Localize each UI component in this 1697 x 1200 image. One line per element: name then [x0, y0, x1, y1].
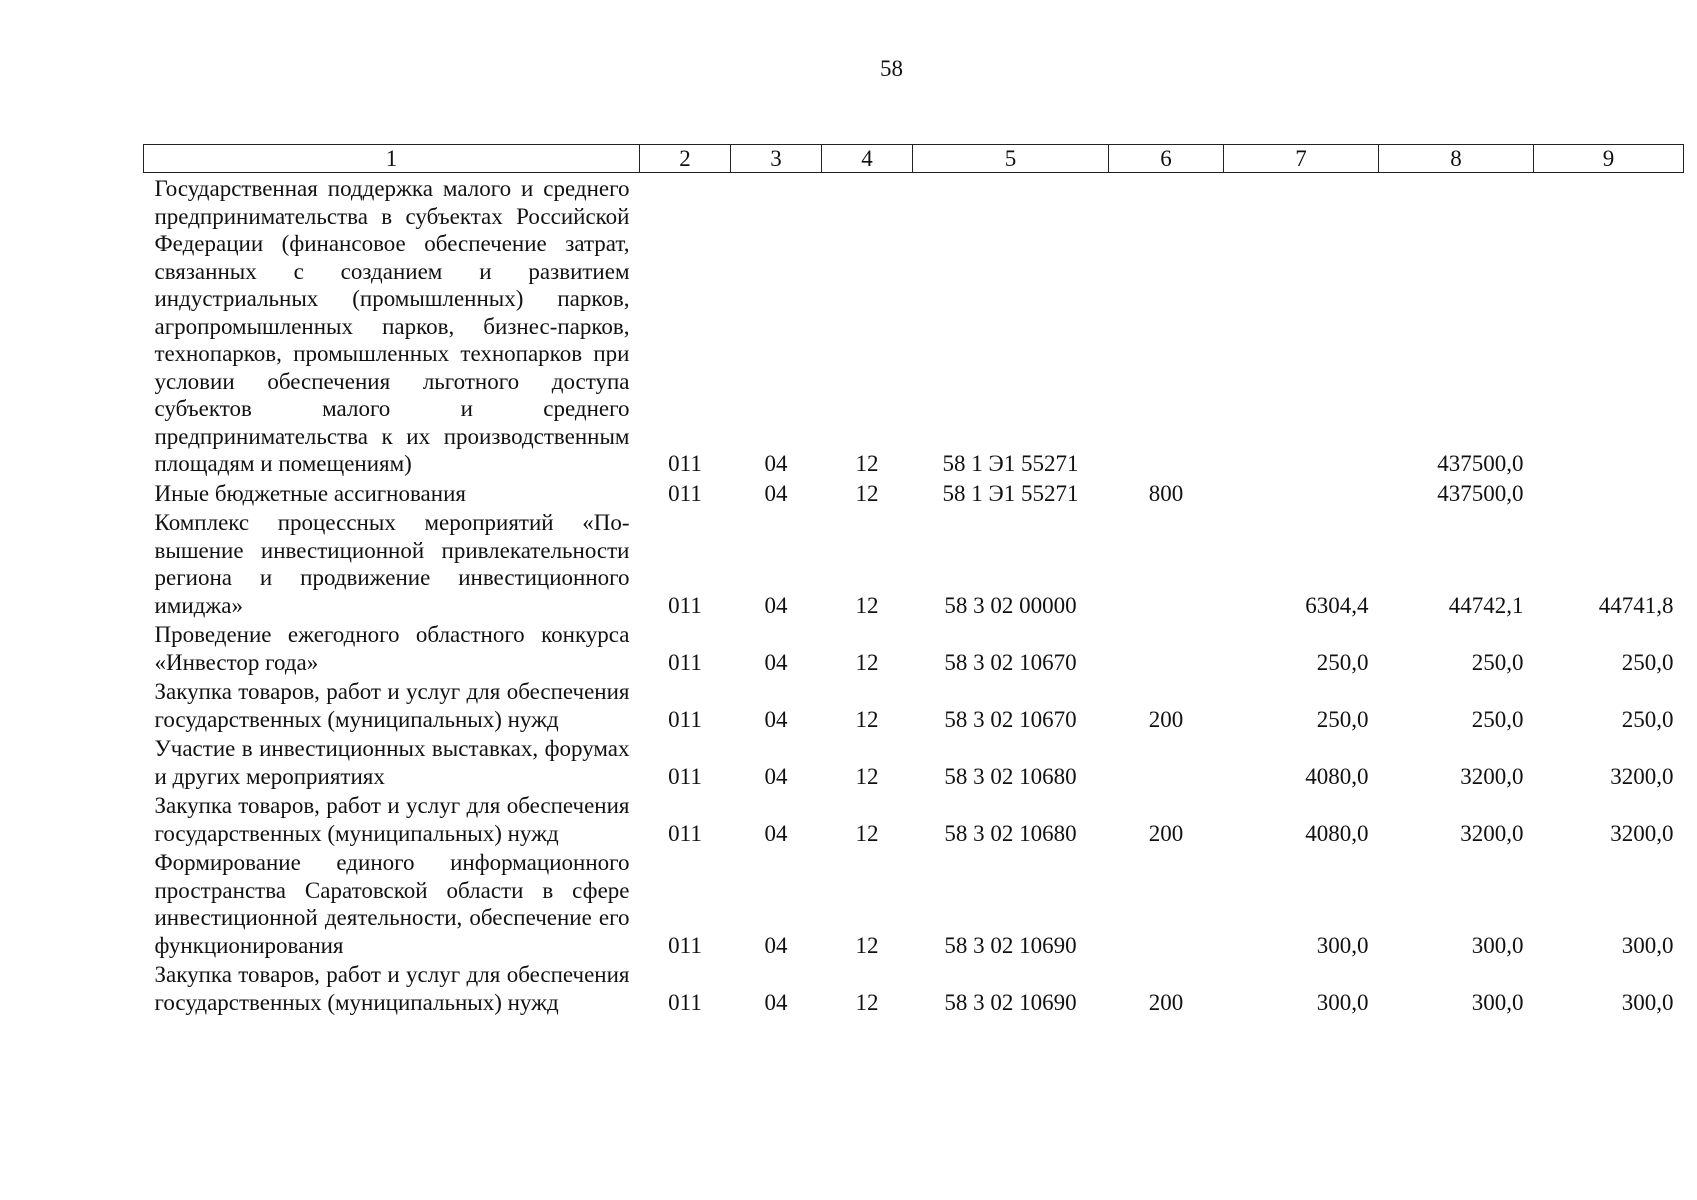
item-name: Государственная поддержка малого и среднего предпринимательства в субъектах Российской Федерации (финансовое обеспечение затрат, связанных с созданием и развитием индустриальных (промышленных) парков, агропромышленных парков, бизнес-парков, технопарков, промышленных технопарков при условии обеспечения льготного доступа субъектов малого и среднего предпринимательства к их производственным площадям и помещениям): [154, 176, 630, 476]
amount-col9: 44741,8: [1598, 592, 1674, 618]
page-number: 58: [880, 56, 903, 81]
table-row: [144, 733, 1684, 790]
section-code: 04: [764, 451, 788, 476]
subsection-code: 12: [855, 932, 879, 958]
amount-col9: [1534, 173, 1684, 478]
target-article-code: 58 3 02 10680: [944, 820, 1077, 846]
amount-col7: 4080,0: [1305, 820, 1369, 846]
subsection-code: 12: [855, 480, 879, 506]
section-code: 04: [764, 989, 788, 1015]
amount-col9: 300,0: [1621, 932, 1674, 958]
subsection-code: 12: [855, 706, 879, 732]
subsection-code: 12: [855, 989, 879, 1015]
amount-col8: 437500,0: [1437, 451, 1524, 476]
item-name: Участие в инвестиционных выставках, форумах и других мероприятиях: [154, 736, 630, 789]
amount-col7: 300,0: [1316, 932, 1369, 958]
target-article-code: 58 3 02 10680: [944, 763, 1077, 789]
amount-col7: 300,0: [1316, 989, 1369, 1015]
table-row: [144, 478, 1684, 508]
section-code: 04: [764, 706, 788, 732]
ministry-code: 011: [668, 592, 702, 618]
column-header: 5: [913, 145, 1109, 173]
item-name: Иные бюджетные ассигнования: [154, 480, 466, 506]
target-article-code: 58 1 Э1 55271: [942, 451, 1079, 476]
column-header: 3: [731, 145, 822, 173]
item-name: Формирование единого информационного пространства Саратовской области в сфере инвестиционной деятельности, обеспечение его функционирования: [154, 850, 630, 958]
expense-type-code: [1109, 507, 1224, 619]
column-header: 6: [1109, 145, 1224, 173]
subsection-code: 12: [855, 649, 879, 675]
column-header: 2: [640, 145, 731, 173]
amount-col9: 250,0: [1621, 649, 1674, 675]
header-row: [144, 145, 1684, 173]
amount-col9: 3200,0: [1610, 763, 1674, 789]
column-header: 8: [1379, 145, 1534, 173]
amount-col9: 300,0: [1621, 989, 1674, 1015]
section-code: 04: [764, 820, 788, 846]
ministry-code: 011: [668, 763, 702, 789]
expense-type-code: [1109, 847, 1224, 959]
target-article-code: 58 1 Э1 55271: [942, 480, 1079, 506]
amount-col7: [1224, 173, 1379, 478]
amount-col8: 44742,1: [1448, 592, 1524, 618]
amount-col9: [1534, 478, 1684, 508]
item-name: Комплекс процессных мероприятий «Повышение инвестиционной привлекательности региона и продвижение инвестиционного имиджа»: [154, 510, 630, 618]
table-row: [144, 173, 1684, 478]
item-name: Проведение ежегодного областного конкурса «Инвестор года»: [154, 622, 630, 675]
ministry-code: 011: [668, 820, 702, 846]
target-article-code: 58 3 02 10690: [944, 932, 1077, 958]
item-name: Закупка товаров, работ и услуг для обеспечения государственных (муниципальных) нужд: [154, 962, 630, 1015]
amount-col8: 3200,0: [1460, 820, 1524, 846]
ministry-code: 011: [668, 451, 702, 476]
expense-type-code: [1109, 619, 1224, 676]
amount-col8: 300,0: [1471, 989, 1524, 1015]
table-body: [144, 173, 1684, 1017]
column-header: 9: [1534, 145, 1684, 173]
item-name: Закупка товаров, работ и услуг для обеспечения государственных (муниципальных) нужд: [154, 793, 630, 846]
section-code: 04: [764, 592, 788, 618]
table-row: [144, 507, 1684, 619]
expense-type-code: 200: [1148, 706, 1184, 732]
ministry-code: 011: [668, 706, 702, 732]
amount-col9: 250,0: [1621, 706, 1674, 732]
amount-col9: 3200,0: [1610, 820, 1674, 846]
section-code: 04: [764, 480, 788, 506]
column-header: 4: [822, 145, 913, 173]
table-row: [144, 790, 1684, 847]
amount-col7: 6304,4: [1305, 592, 1369, 618]
amount-col7: 250,0: [1316, 706, 1369, 732]
ministry-code: 011: [668, 649, 702, 675]
expense-type-code: 200: [1148, 820, 1184, 846]
table-row: [144, 619, 1684, 676]
table-row: [144, 959, 1684, 1016]
expense-type-code: [1109, 173, 1224, 478]
subsection-code: 12: [855, 451, 879, 476]
section-code: 04: [764, 932, 788, 958]
amount-col8: 437500,0: [1437, 480, 1524, 506]
column-header: 1: [144, 145, 640, 173]
amount-col8: 3200,0: [1460, 763, 1524, 789]
amount-col8: 300,0: [1471, 932, 1524, 958]
ministry-code: 011: [668, 480, 702, 506]
section-code: 04: [764, 649, 788, 675]
target-article-code: 58 3 02 10670: [944, 706, 1077, 732]
target-article-code: 58 3 02 10670: [944, 649, 1077, 675]
budget-table: [143, 144, 1684, 1016]
subsection-code: 12: [855, 820, 879, 846]
amount-col8: 250,0: [1471, 649, 1524, 675]
expense-type-code: 800: [1148, 480, 1184, 506]
table-header: [144, 145, 1684, 173]
item-name: Закупка товаров, работ и услуг для обеспечения государственных (муниципальных) нужд: [154, 679, 630, 732]
target-article-code: 58 3 02 00000: [944, 592, 1077, 618]
ministry-code: 011: [668, 932, 702, 958]
ministry-code: 011: [668, 989, 702, 1015]
amount-col7: [1224, 478, 1379, 508]
subsection-code: 12: [855, 763, 879, 789]
amount-col7: 4080,0: [1305, 763, 1369, 789]
expense-type-code: [1109, 733, 1224, 790]
expense-type-code: 200: [1148, 989, 1184, 1015]
subsection-code: 12: [855, 592, 879, 618]
target-article-code: 58 3 02 10690: [944, 989, 1077, 1015]
column-header: 7: [1224, 145, 1379, 173]
table-row: [144, 676, 1684, 733]
section-code: 04: [764, 763, 788, 789]
amount-col7: 250,0: [1316, 649, 1369, 675]
amount-col8: 250,0: [1471, 706, 1524, 732]
table-row: [144, 847, 1684, 959]
